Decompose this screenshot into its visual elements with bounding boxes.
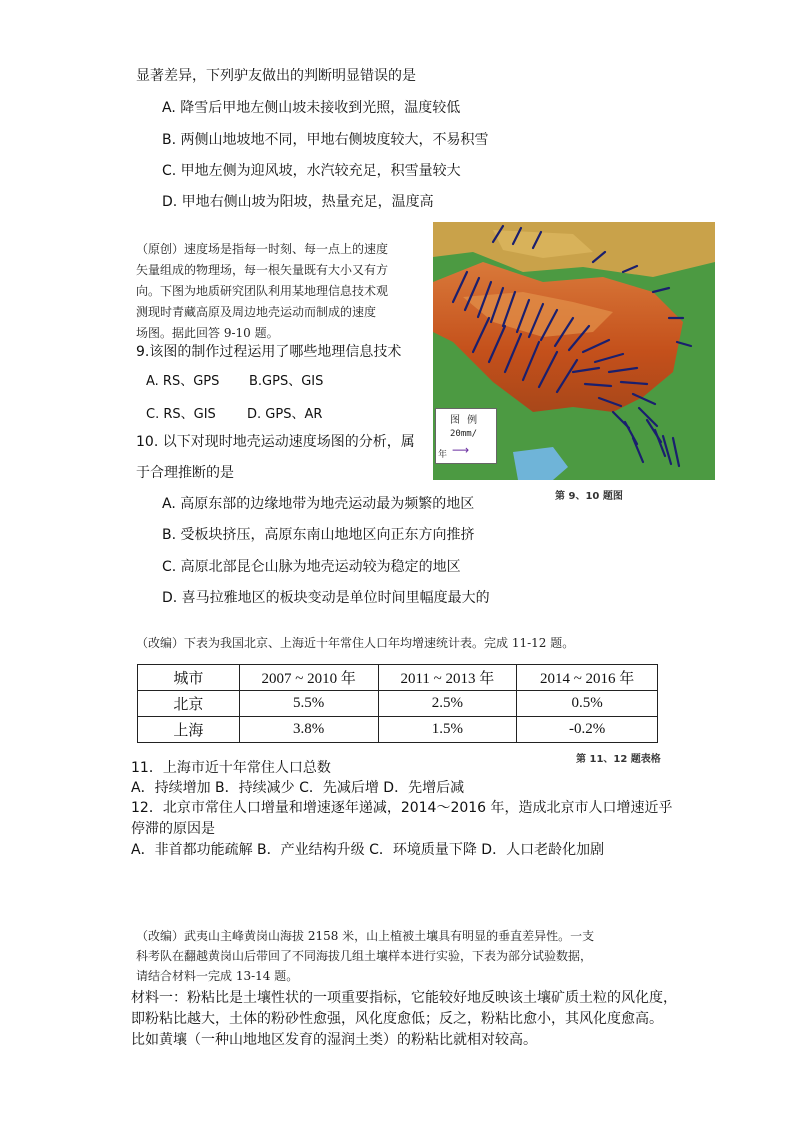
intro-9-10-line-1: （原创）速度场是指每一时刻、每一点上的速度 xyxy=(136,242,389,256)
q12-stem-line-1: 12．北京市常住人口增量和增速逐年递减，2014～2016 年，造成北京市人口增速近乎 xyxy=(131,800,673,816)
legend-title: 图 例 xyxy=(450,415,480,426)
q8-option-a: A. 降雪后甲地左侧山坡未接收到光照，温度较低 xyxy=(162,100,461,116)
velocity-field-map xyxy=(433,222,715,480)
q10-option-c: C. 高原北部昆仑山脉为地壳运动较为稳定的地区 xyxy=(162,559,461,575)
q9-option-d: D. GPS、AR xyxy=(247,407,323,422)
table-cell: 1.5% xyxy=(378,717,517,743)
population-growth-table xyxy=(137,664,658,743)
q12-stem-line-2: 停滞的原因是 xyxy=(131,821,215,837)
material1-line-3: 比如黄壤（一种山地地区发育的湿润土类）的粉粘比就相对较高。 xyxy=(131,1032,537,1048)
intro-9-10-line-2: 矢量组成的物理场，每一根矢量既有大小又有方 xyxy=(136,263,389,277)
material1-line-2: 即粉粘比越大，土体的粉砂性愈强，风化度愈低；反之，粉粘比愈小，其风化度愈高。 xyxy=(131,1011,663,1027)
table-cell: 3.8% xyxy=(239,717,378,743)
q10-option-d: D. 喜马拉雅地区的板块变动是单位时间里幅度最大的 xyxy=(162,590,490,606)
intro-13-14-line-2: 科考队在翻越黄岗山后带回了不同海拔几组土壤样本进行实验，下表为部分试验数据， xyxy=(136,949,593,963)
q9-option-c: C. RS、GIS xyxy=(146,407,216,422)
table-cell: 北京 xyxy=(138,691,240,717)
q8-option-b: B. 两侧山地坡地不同，甲地右侧坡度较大，不易积雪 xyxy=(162,132,489,148)
table-row xyxy=(138,691,658,717)
q9-stem: 9.该图的制作过程运用了哪些地理信息技术 xyxy=(136,344,402,360)
intro-13-14-line-1: （改编）武夷山主峰黄岗山海拔 2158 米，山上植被土壤具有明显的垂直差异性。一支 xyxy=(136,929,595,943)
q10-stem-line-1: 10. 以下对现时地壳运动速度场图的分析，属 xyxy=(136,434,415,450)
table-header-cell: 2014 ~ 2016 年 xyxy=(517,665,658,691)
legend-arrow-icon: ⟶ xyxy=(452,443,470,457)
q8-option-d: D. 甲地右侧山坡为阳坡，热量充足，温度高 xyxy=(162,194,434,210)
q10-option-a: A. 高原东部的边缘地带为地壳运动最为频繁的地区 xyxy=(162,496,475,512)
q8-option-c: C. 甲地左侧为迎风坡，水汽较充足，积雪量较大 xyxy=(162,163,461,179)
intro-13-14-line-3: 请结合材料一完成 13-14 题。 xyxy=(136,969,299,983)
map-legend xyxy=(435,408,497,464)
table-header-cell: 城市 xyxy=(138,665,240,691)
q8-stem-tail: 显著差异，下列驴友做出的判断明显错误的是 xyxy=(136,68,416,84)
q12-options: A．非首都功能疏解 B．产业结构升级 C．环境质量下降 D．人口老龄化加剧 xyxy=(131,842,605,858)
intro-9-10-line-3: 向。下图为地质研究团队利用某地理信息技术观 xyxy=(136,284,389,298)
table-cell: 0.5% xyxy=(517,691,658,717)
map-caption: 第 9、10 题图 xyxy=(555,491,623,502)
table-caption: 第 11、12 题表格 xyxy=(576,754,661,765)
legend-scale: 20mm/ xyxy=(450,429,478,439)
legend-unit: 年 xyxy=(438,450,448,460)
q11-stem: 11．上海市近十年常住人口总数 xyxy=(131,760,331,776)
table-cell: -0.2% xyxy=(517,717,658,743)
table-header-cell: 2007 ~ 2010 年 xyxy=(239,665,378,691)
intro-9-10-line-4: 测现时青藏高原及周边地壳运动而制成的速度 xyxy=(136,305,377,319)
q10-option-b: B. 受板块挤压，高原东南山地地区向正东方向推挤 xyxy=(162,527,475,543)
material1-line-1: 材料一：粉粘比是土壤性状的一项重要指标，它能较好地反映该土壤矿质土粒的风化度， xyxy=(131,990,677,1006)
table-cell: 5.5% xyxy=(239,691,378,717)
q9-option-b: B.GPS、GIS xyxy=(249,374,324,389)
intro-9-10-line-5: 场图。据此回答 9-10 题。 xyxy=(136,326,279,340)
table-header-row xyxy=(138,665,658,691)
q9-option-a: A. RS、GPS xyxy=(146,374,220,389)
table-cell: 上海 xyxy=(138,717,240,743)
table-row xyxy=(138,717,658,743)
q10-stem-line-2: 于合理推断的是 xyxy=(136,465,234,481)
table-header-cell: 2011 ~ 2013 年 xyxy=(378,665,517,691)
q11-options: A．持续增加 B．持续减少 C．先减后增 D．先增后减 xyxy=(131,780,465,796)
table-cell: 2.5% xyxy=(378,691,517,717)
intro-11-12: （改编）下表为我国北京、上海近十年常住人口年均增速统计表。完成 11-12 题。 xyxy=(136,636,575,650)
